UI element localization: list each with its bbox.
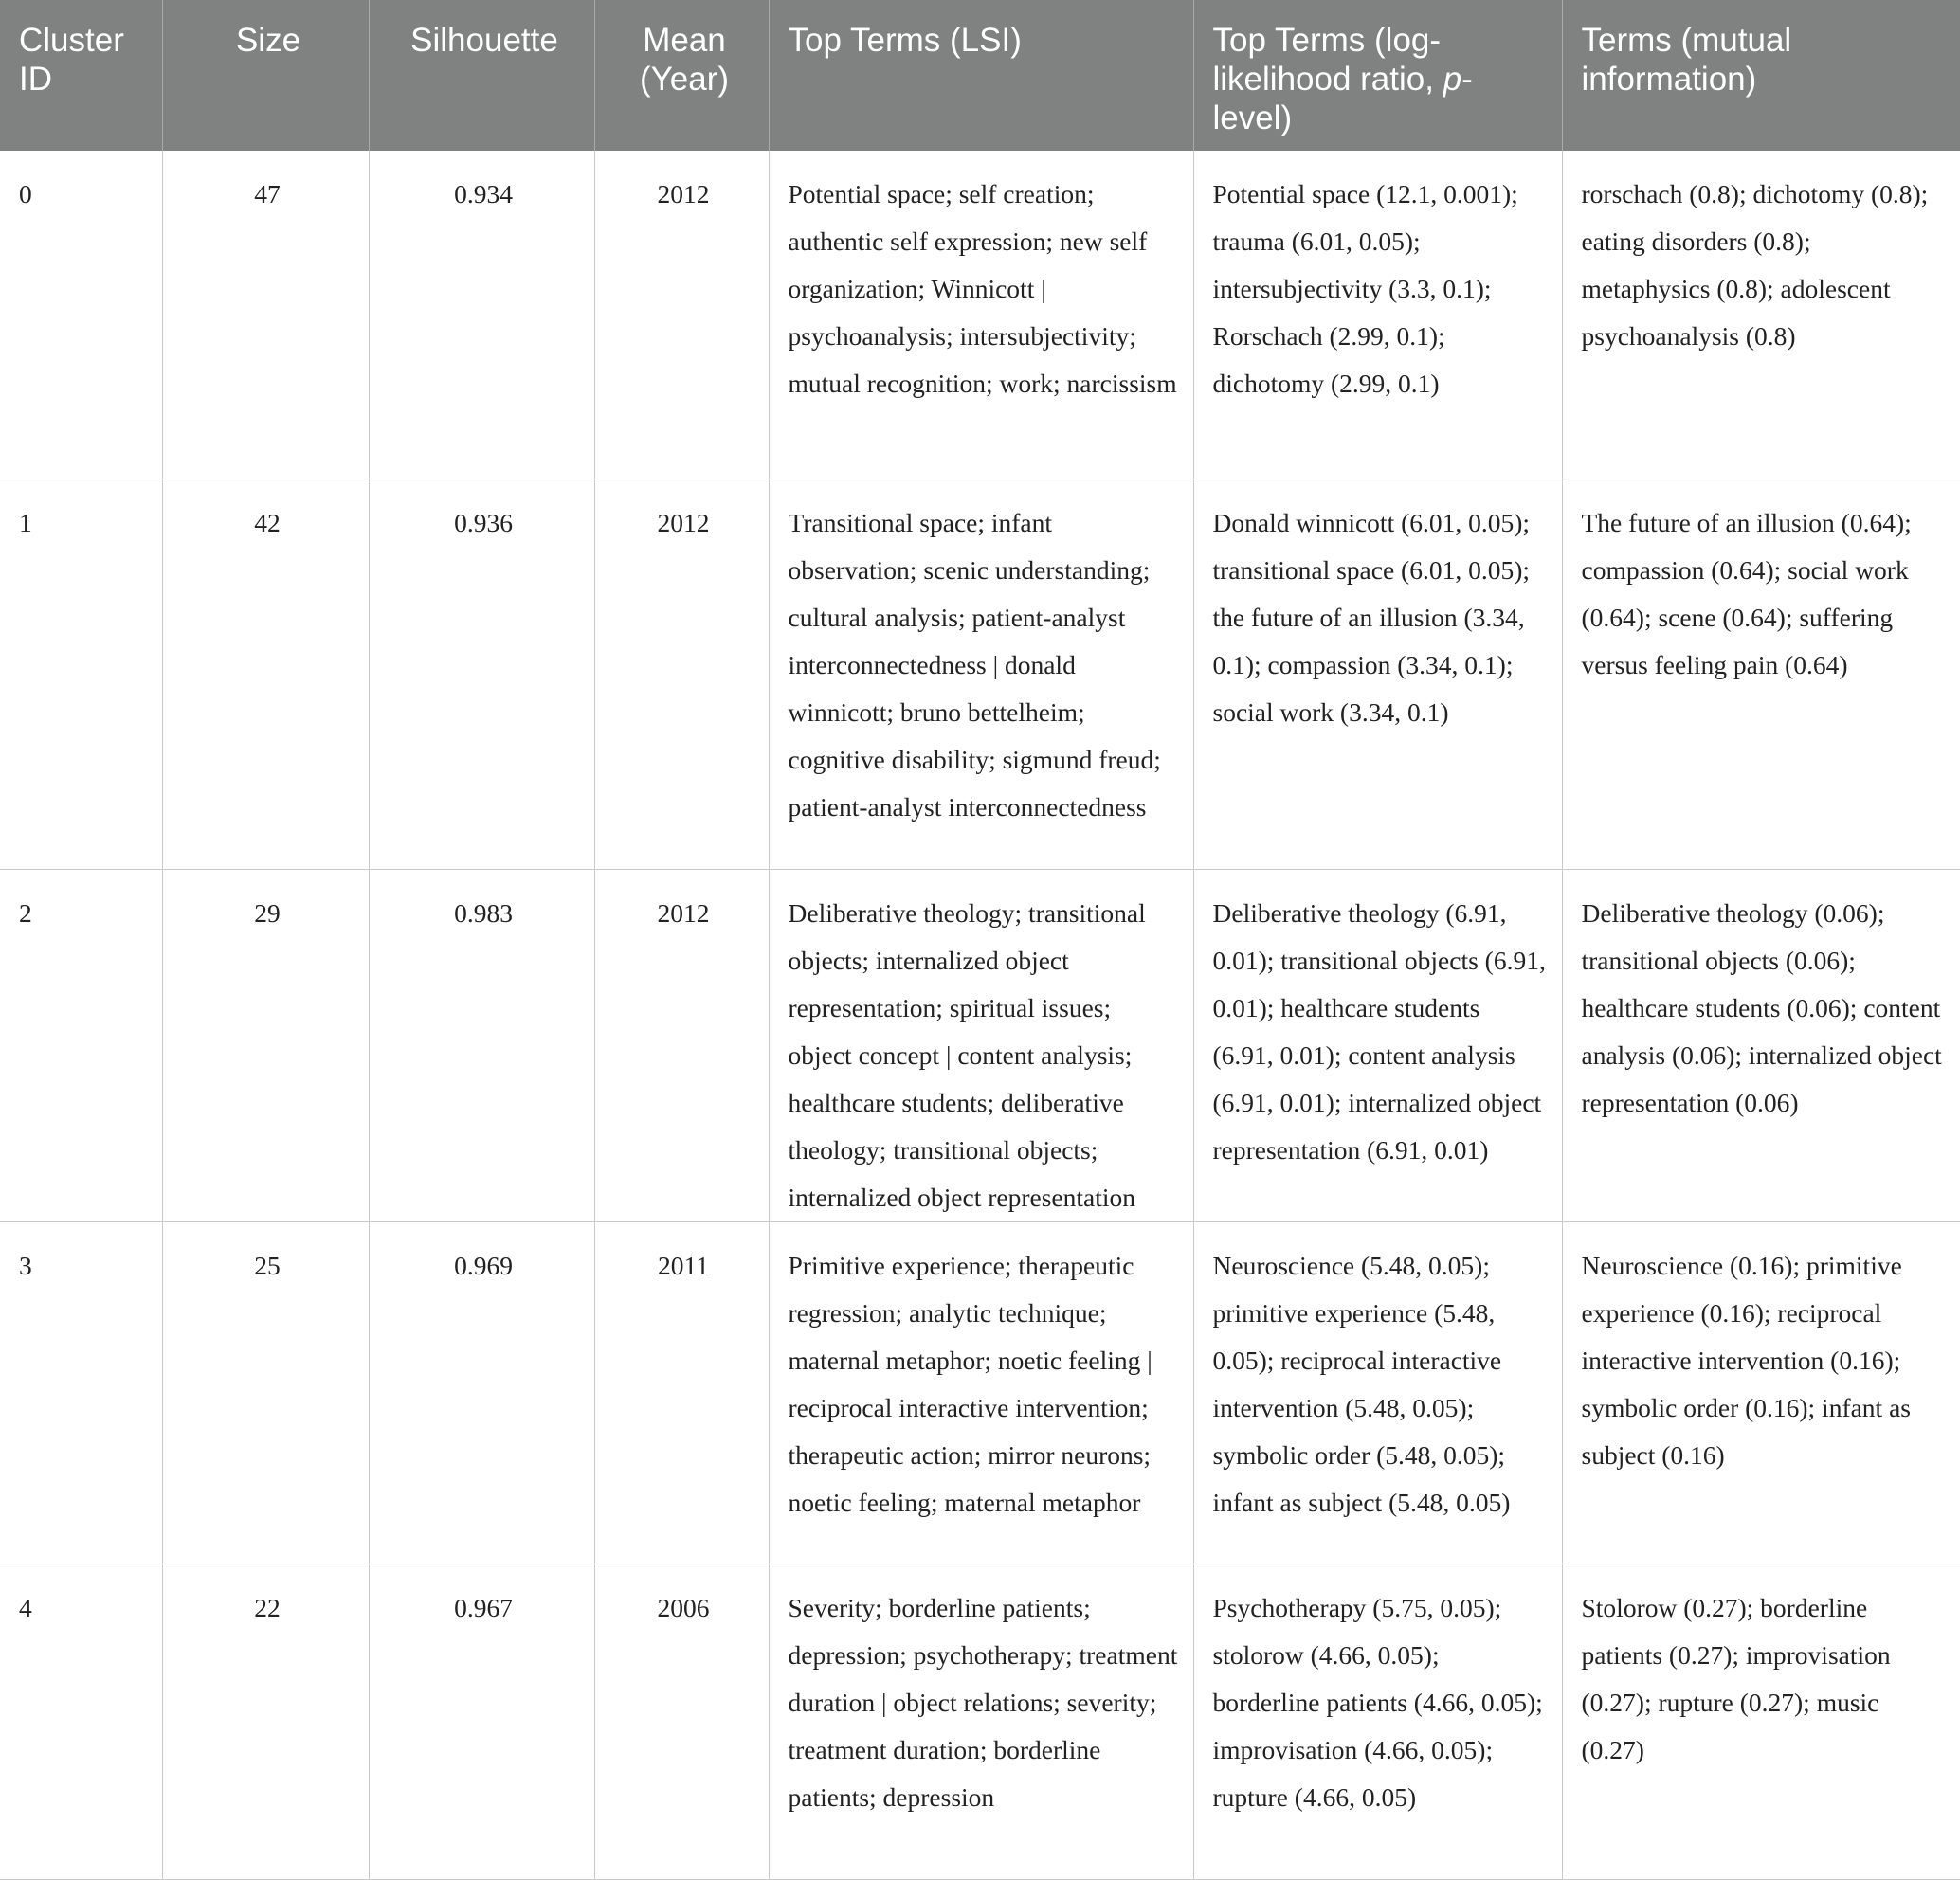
cell-top-terms-llr: Neuroscience (5.48, 0.05); primitive experience (5.48, 0.05); reciprocal interactive intervention (5.48, 0.05); symbolic order (5.48, 0.05); infant as subject (5.48, 0.05) <box>1193 1221 1562 1564</box>
table-row <box>0 1564 1960 1879</box>
cell-cluster-id: 1 <box>0 479 162 869</box>
table-row <box>0 479 1960 869</box>
table-row <box>0 869 1960 1221</box>
cell-terms-mutual-information: The future of an illusion (0.64); compassion (0.64); social work (0.64); scene (0.64); suffering versus feeling pain (0.64) <box>1562 479 1960 869</box>
cell-terms-mutual-information: Deliberative theology (0.06); transitional objects (0.06); healthcare students (0.06); content analysis (0.06); internalized object representation (0.06) <box>1562 869 1960 1221</box>
table-header <box>0 0 1960 151</box>
header-top-terms-llr <box>1193 0 1562 151</box>
cell-cluster-id: 2 <box>0 869 162 1221</box>
cell-size: 22 <box>162 1564 369 1879</box>
cell-cluster-id: 0 <box>0 151 162 479</box>
cell-mean-year: 2012 <box>594 479 769 869</box>
cell-top-terms-llr: Deliberative theology (6.91, 0.01); transitional objects (6.91, 0.01); healthcare students (6.91, 0.01); content analysis (6.91, 0.01); internalized object representation (6.91, 0.01) <box>1193 869 1562 1221</box>
table-row <box>0 1221 1960 1564</box>
header-llr-suffix: -level) <box>1212 61 1473 136</box>
cell-top-terms-lsi: Transitional space; infant observation; scenic understanding; cultural analysis; patient-analyst interconnectedness | donald winnicott; bruno bettelheim; cognitive disability; sigmund freud; patient-analyst interconnectedness <box>769 479 1193 869</box>
cell-terms-mutual-information: Stolorow (0.27); borderline patients (0.27); improvisation (0.27); rupture (0.27); music (0.27) <box>1562 1564 1960 1879</box>
header-silhouette: Silhouette <box>369 0 594 151</box>
header-terms-mutual-information: Terms (mutual information) <box>1562 0 1960 151</box>
cell-silhouette: 0.983 <box>369 869 594 1221</box>
cell-silhouette: 0.934 <box>369 151 594 479</box>
cell-top-terms-lsi: Severity; borderline patients; depression; psychotherapy; treatment duration | object relations; severity; treatment duration; borderline patients; depression <box>769 1564 1193 1879</box>
cell-mean-year: 2011 <box>594 1221 769 1564</box>
cell-size: 47 <box>162 151 369 479</box>
header-size: Size <box>162 0 369 151</box>
cell-silhouette: 0.936 <box>369 479 594 869</box>
cell-silhouette: 0.969 <box>369 1221 594 1564</box>
cell-top-terms-lsi: Potential space; self creation; authentic self expression; new self organization; Winnicott | psychoanalysis; intersubjectivity; mutual recognition; work; narcissism <box>769 151 1193 479</box>
cell-size: 29 <box>162 869 369 1221</box>
table-row <box>0 151 1960 479</box>
cell-mean-year: 2006 <box>594 1564 769 1879</box>
cell-silhouette: 0.967 <box>369 1564 594 1879</box>
cell-top-terms-lsi: Deliberative theology; transitional objects; internalized object representation; spiritual issues; object concept | content analysis; healthcare students; deliberative theology; transitional objects; internalized object representation <box>769 869 1193 1221</box>
header-llr-p: p <box>1443 61 1462 98</box>
cell-top-terms-llr: Potential space (12.1, 0.001); trauma (6.01, 0.05); intersubjectivity (3.3, 0.1); Rorschach (2.99, 0.1); dichotomy (2.99, 0.1) <box>1193 151 1562 479</box>
cell-cluster-id: 4 <box>0 1564 162 1879</box>
cell-mean-year: 2012 <box>594 151 769 479</box>
cell-terms-mutual-information: rorschach (0.8); dichotomy (0.8); eating disorders (0.8); metaphysics (0.8); adolescent psychoanalysis (0.8) <box>1562 151 1960 479</box>
header-row <box>0 0 1960 151</box>
cell-top-terms-llr: Psychotherapy (5.75, 0.05); stolorow (4.66, 0.05); borderline patients (4.66, 0.05); improvisation (4.66, 0.05); rupture (4.66, 0.05) <box>1193 1564 1562 1879</box>
cell-size: 25 <box>162 1221 369 1564</box>
cell-mean-year: 2012 <box>594 869 769 1221</box>
header-mean-year: Mean (Year) <box>594 0 769 151</box>
table-body <box>0 151 1960 1879</box>
cell-cluster-id: 3 <box>0 1221 162 1564</box>
cell-size: 42 <box>162 479 369 869</box>
cell-top-terms-lsi: Primitive experience; therapeutic regression; analytic technique; maternal metaphor; noetic feeling | reciprocal interactive intervention; therapeutic action; mirror neurons; noetic feeling; maternal metaphor <box>769 1221 1193 1564</box>
cell-terms-mutual-information: Neuroscience (0.16); primitive experience (0.16); reciprocal interactive intervention (0.16); symbolic order (0.16); infant as subject (0.16) <box>1562 1221 1960 1564</box>
header-top-terms-lsi: Top Terms (LSI) <box>769 0 1193 151</box>
header-cluster-id: Cluster ID <box>0 0 162 151</box>
header-llr-prefix: Top Terms (log-likelihood ratio, <box>1212 22 1443 98</box>
cell-top-terms-llr: Donald winnicott (6.01, 0.05); transitional space (6.01, 0.05); the future of an illusion (3.34, 0.1); compassion (3.34, 0.1); social work (3.34, 0.1) <box>1193 479 1562 869</box>
